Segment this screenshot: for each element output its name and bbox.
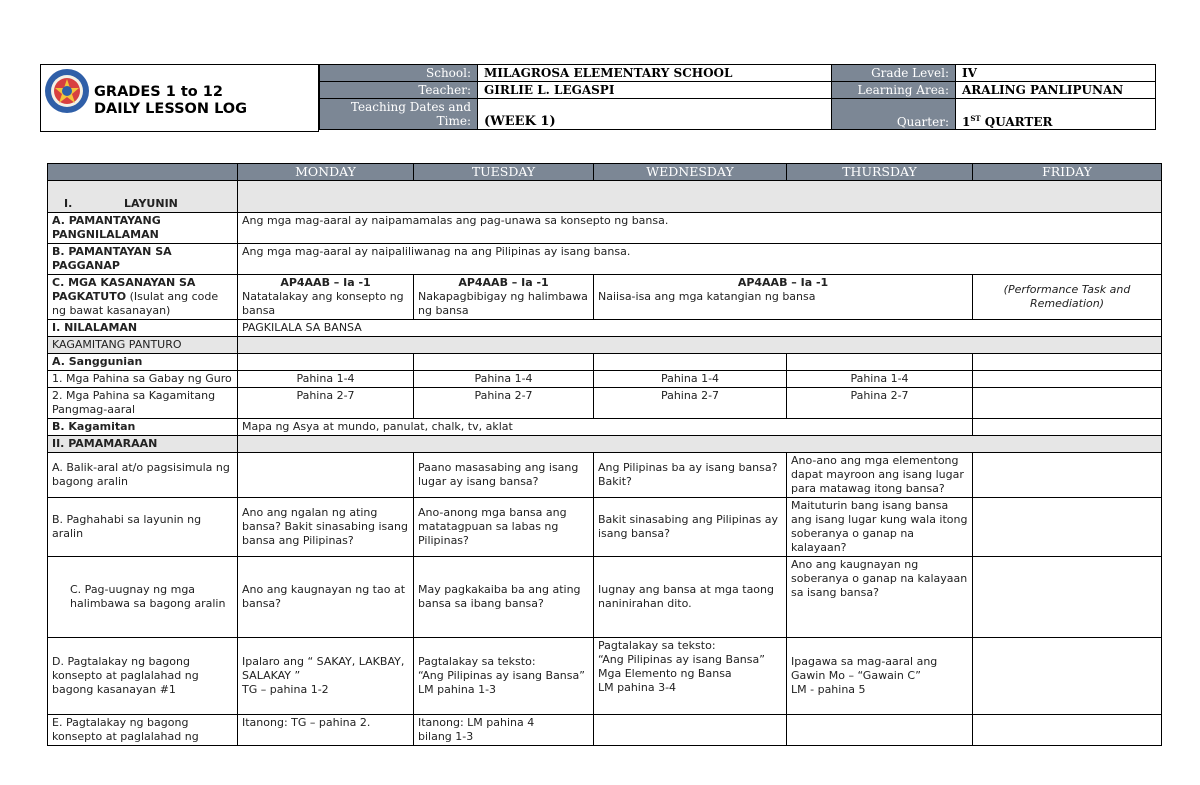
pag-uugnay-tue: May pagkakaiba ba ang ating bansa sa ibang bansa? — [414, 557, 594, 638]
teacher-label: Teacher: — [320, 82, 478, 99]
balik-aral-wed: Ang Pilipinas ba ay isang bansa? Bakit? — [594, 453, 787, 498]
grade-level-value: IV — [956, 65, 1156, 82]
kasanayan-row — [48, 275, 1162, 320]
pamantayang-pangnilalaman-value: Ang mga mag-aaral ay naipamamalas ang pag-unawa sa konsepto ng bansa. — [238, 213, 1162, 244]
grade-level-label: Grade Level: — [832, 65, 956, 82]
sanggunian-label: A. Sanggunian — [48, 354, 238, 371]
pag-uugnay-mon: Ano ang kaugnayan ng tao at bansa? — [238, 557, 414, 638]
balik-aral-thu: Ano-ano ang mga elementong dapat mayroon ang isang lugar para matawag itong bansa? — [787, 453, 973, 498]
gabay-guro-mon: Pahina 1-4 — [238, 371, 414, 388]
pagtalakay-1-thu: Ipagawa sa mag-aaral ang Gawin Mo – “Gawain C” LM - pahina 5 — [787, 638, 973, 715]
kasanayan-friday: (Performance Task and Remediation) — [973, 275, 1162, 320]
teaching-dates-value: (WEEK 1) — [478, 99, 832, 130]
day-thursday: THURSDAY — [787, 164, 973, 181]
gabay-guro-label: 1. Mga Pahina sa Gabay ng Guro — [48, 371, 238, 388]
pamantayan-pagganap-row — [48, 244, 1162, 275]
day-wednesday: WEDNESDAY — [594, 164, 787, 181]
paghahabi-tue: Ano-anong mga bansa ang matatagpuan sa labas ng Pilipinas? — [414, 498, 594, 557]
balik-aral-mon — [238, 453, 414, 498]
day-friday: FRIDAY — [973, 164, 1162, 181]
paghahabi-wed: Bakit sinasabing ang Pilipinas ay isang bansa? — [594, 498, 787, 557]
pag-uugnay-label: C. Pag-uugnay ng mga halimbawa sa bagong aralin — [48, 557, 238, 638]
quarter-label: Quarter: — [832, 99, 956, 130]
header-info-table — [319, 64, 1156, 130]
kagamitang-thu: Pahina 2-7 — [787, 388, 973, 419]
gabay-guro-row — [48, 371, 1162, 388]
kagamitang-tue: Pahina 2-7 — [414, 388, 594, 419]
kagamitang-pangmag-aaral-label: 2. Mga Pahina sa Kagamitang Pangmag-aaral — [48, 388, 238, 419]
pamantayan-pagganap-label: B. PAMANTAYAN SA PAGGANAP — [48, 244, 238, 275]
day-monday: MONDAY — [238, 164, 414, 181]
pagtalakay-2-label: E. Pagtalakay ng bagong konsepto at paglalahad ng — [48, 715, 238, 746]
balik-aral-label: A. Balik-aral at/o pagsisimula ng bagong aralin — [48, 453, 238, 498]
pamantayang-pangnilalaman-row — [48, 213, 1162, 244]
kagamitang-mon: Pahina 2-7 — [238, 388, 414, 419]
balik-aral-row — [48, 453, 1162, 498]
paghahabi-row — [48, 498, 1162, 557]
pagtalakay-1-wed: Pagtalakay sa teksto: “Ang Pilipinas ay isang Bansa” Mga Elemento ng Bansa LM pahina 3-4 — [594, 638, 787, 715]
pagtalakay-2-row — [48, 715, 1162, 746]
kagamitang-panturo-label: KAGAMITANG PANTURO — [48, 337, 238, 354]
log-title — [94, 84, 247, 118]
paghahabi-label: B. Paghahabi sa layunin ng aralin — [48, 498, 238, 557]
nilalaman-row — [48, 320, 1162, 337]
kagamitan-value: Mapa ng Asya at mundo, panulat, chalk, tv, aklat — [238, 419, 973, 436]
pagtalakay-2-fri — [973, 715, 1162, 746]
learning-area-label: Learning Area: — [832, 82, 956, 99]
layunin-heading: I. LAYUNIN — [48, 181, 238, 213]
paghahabi-thu: Maituturin bang isang bansa ang isang lugar kung wala itong soberanya o ganap na kalayaan? — [787, 498, 973, 557]
pagtalakay-2-wed — [594, 715, 787, 746]
pagtalakay-1-row — [48, 638, 1162, 715]
school-value: MILAGROSA ELEMENTARY SCHOOL — [478, 65, 832, 82]
kasanayan-monday: AP4AAB – Ia -1 Natatalakay ang konsepto ng bansa — [238, 275, 414, 320]
sanggunian-row — [48, 354, 1162, 371]
pag-uugnay-wed: Iugnay ang bansa at mga taong naninirahan dito. — [594, 557, 787, 638]
pamamaraan-blank — [238, 436, 1162, 453]
nilalaman-label: I. NILALAMAN — [48, 320, 238, 337]
layunin-blank — [238, 181, 1162, 213]
sanggunian-tue — [414, 354, 594, 371]
title-box — [40, 64, 319, 132]
kasanayan-label: C. MGA KASANAYAN SA PAGKATUTO (Isulat ang code ng bawat kasanayan) — [48, 275, 238, 320]
kagamitan-row — [48, 419, 1162, 436]
layunin-row — [48, 181, 1162, 213]
pagtalakay-1-mon: Ipalaro ang “ SAKAY, LAKBAY, SALAKAY ” TG – pahina 1-2 — [238, 638, 414, 715]
kasanayan-wednesday-thursday: AP4AAB – Ia -1 Naiisa-isa ang mga katangian ng bansa — [594, 275, 973, 320]
paghahabi-mon: Ano ang ngalan ng ating bansa? Bakit sinasabing isang bansa ang Pilipinas? — [238, 498, 414, 557]
paghahabi-fri — [973, 498, 1162, 557]
pagtalakay-1-label: D. Pagtalakay ng bagong konsepto at paglalahad ng bagong kasanayan #1 — [48, 638, 238, 715]
kagamitang-pangmag-aaral-row — [48, 388, 1162, 419]
kagamitang-wed: Pahina 2-7 — [594, 388, 787, 419]
balik-aral-fri — [973, 453, 1162, 498]
kasanayan-tuesday: AP4AAB – Ia -1 Nakapagbibigay ng halimbawa ng bansa — [414, 275, 594, 320]
nilalaman-value: PAGKILALA SA BANSA — [238, 320, 1162, 337]
pagtalakay-1-tue: Pagtalakay sa teksto: “Ang Pilipinas ay isang Bansa” LM pahina 1-3 — [414, 638, 594, 715]
teaching-dates-label: Teaching Dates and Time: — [320, 99, 478, 130]
day-tuesday: TUESDAY — [414, 164, 594, 181]
pag-uugnay-thu: Ano ang kaugnayan ng soberanya o ganap na kalayaan sa isang bansa? — [787, 557, 973, 638]
lesson-log-table — [47, 163, 1162, 746]
title-line-2: DAILY LESSON LOG — [94, 101, 248, 117]
quarter-value: 1ST QUARTER — [956, 99, 1156, 130]
pamantayang-pangnilalaman-label: A. PAMANTAYANG PANGNILALAMAN — [48, 213, 238, 244]
kagamitang-fri — [973, 388, 1162, 419]
pagtalakay-2-thu — [787, 715, 973, 746]
gabay-guro-thu: Pahina 1-4 — [787, 371, 973, 388]
kagamitan-fri — [973, 419, 1162, 436]
pamantayan-pagganap-value: Ang mga mag-aaral ay naipaliliwanag na ang Pilipinas ay isang bansa. — [238, 244, 1162, 275]
teacher-value: GIRLIE L. LEGASPI — [478, 82, 832, 99]
pagtalakay-1-fri — [973, 638, 1162, 715]
kagamitan-label: B. Kagamitan — [48, 419, 238, 436]
sanggunian-fri — [973, 354, 1162, 371]
pag-uugnay-row — [48, 557, 1162, 638]
day-header-blank — [48, 164, 238, 181]
kagamitang-panturo-blank — [238, 337, 1162, 354]
gabay-guro-tue: Pahina 1-4 — [414, 371, 594, 388]
pag-uugnay-fri — [973, 557, 1162, 638]
school-label: School: — [320, 65, 478, 82]
pagtalakay-2-mon: Itanong: TG – pahina 2. — [238, 715, 414, 746]
title-line-1: GRADES 1 to 12 — [94, 84, 223, 100]
day-header-row — [48, 164, 1162, 181]
sanggunian-mon — [238, 354, 414, 371]
sanggunian-wed — [594, 354, 787, 371]
balik-aral-tue: Paano masasabing ang isang lugar ay isang bansa? — [414, 453, 594, 498]
learning-area-value: ARALING PANLIPUNAN — [956, 82, 1156, 99]
pamamaraan-row — [48, 436, 1162, 453]
pagtalakay-2-tue: Itanong: LM pahina 4 bilang 1-3 — [414, 715, 594, 746]
pamamaraan-heading: II. PAMAMARAAN — [48, 436, 238, 453]
deped-seal-icon — [44, 68, 90, 114]
gabay-guro-wed: Pahina 1-4 — [594, 371, 787, 388]
sanggunian-thu — [787, 354, 973, 371]
gabay-guro-fri — [973, 371, 1162, 388]
kagamitang-panturo-row — [48, 337, 1162, 354]
